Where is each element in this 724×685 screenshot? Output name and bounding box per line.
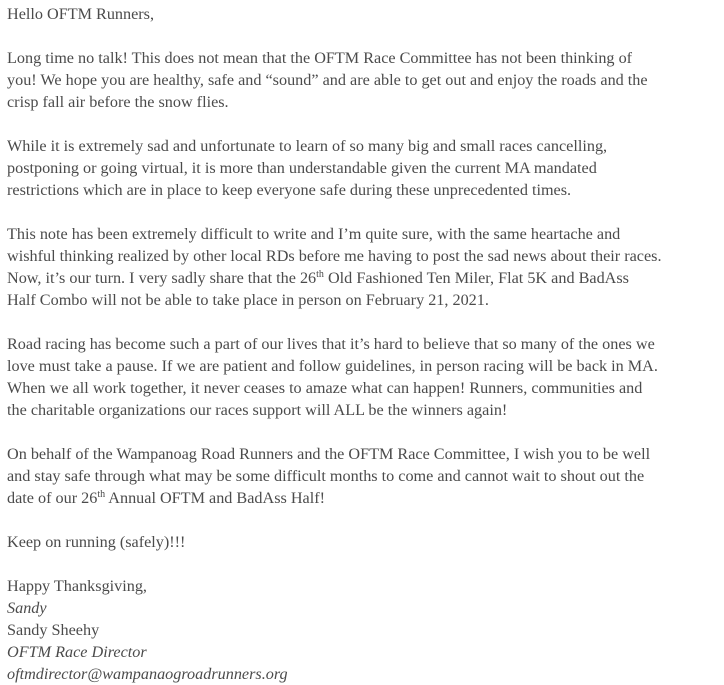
signer-title: OFTM Race Director <box>7 643 147 661</box>
announcement-line-3: Now, it’s our turn. I very sadly share that the 26th Old Fashioned Ten Miler, Flat 5K and BadAss <box>7 269 629 287</box>
signer-email: oftmdirector@wampanaogroadrunners.org <box>7 665 288 683</box>
behalf-line-3: date of our 26th Annual OFTM and BadAss Half! <box>7 489 325 507</box>
ordinal-suffix: th <box>97 489 106 500</box>
closing-note: Keep on running (safely)!!! <box>7 533 186 551</box>
signature: Sandy <box>7 599 47 617</box>
paragraph-announcement: This note has been extremely difficult to write and I’m quite sure, with the same heartache and wishful thinking realized by other local RDs before me having to post the sad news about their races. Now, it’s our turn. I very sadly share that the 26th Old Fashioned Ten Miler, Flat 5K and BadAss Half Combo will not be able to take place in person on February 21, 2021. <box>7 223 721 311</box>
signoff: Happy Thanksgiving, <box>7 577 147 595</box>
paragraph-cancellations: While it is extremely sad and unfortunate to learn of so many big and small races cancelling, postponing or going virtual, it is more than understandable given the current MA mandated restrictions which are in place to keep everyone safe during these unprecedented times. <box>7 137 608 199</box>
signature-block <box>7 575 721 685</box>
letter-body <box>7 3 721 685</box>
ordinal-suffix: th <box>316 269 324 280</box>
paragraph-road-racing: Road racing has become such a part of our lives that it’s hard to believe that so many of the ones we love must take a pause. If we are patient and follow guidelines, in person racing will be back in MA. When we all work together, it never ceases to amaze what can happen! Runners, communities and the charitable organizations our races support will ALL be the winners again! <box>7 335 658 419</box>
greeting: Hello OFTM Runners, <box>7 5 155 23</box>
signer-name: Sandy Sheehy <box>7 621 100 639</box>
paragraph-behalf: On behalf of the Wampanoag Road Runners and the OFTM Race Committee, I wish you to be well and stay safe through what may be some difficult months to come and cannot wait to shout out the date of our 26th Annual OFTM and BadAss Half! <box>7 443 721 509</box>
paragraph-intro: Long time no talk! This does not mean that the OFTM Race Committee has not been thinking of you! We hope you are healthy, safe and “sound” and are able to get out and enjoy the roads and the crisp fall air before the snow flies. <box>7 49 648 111</box>
